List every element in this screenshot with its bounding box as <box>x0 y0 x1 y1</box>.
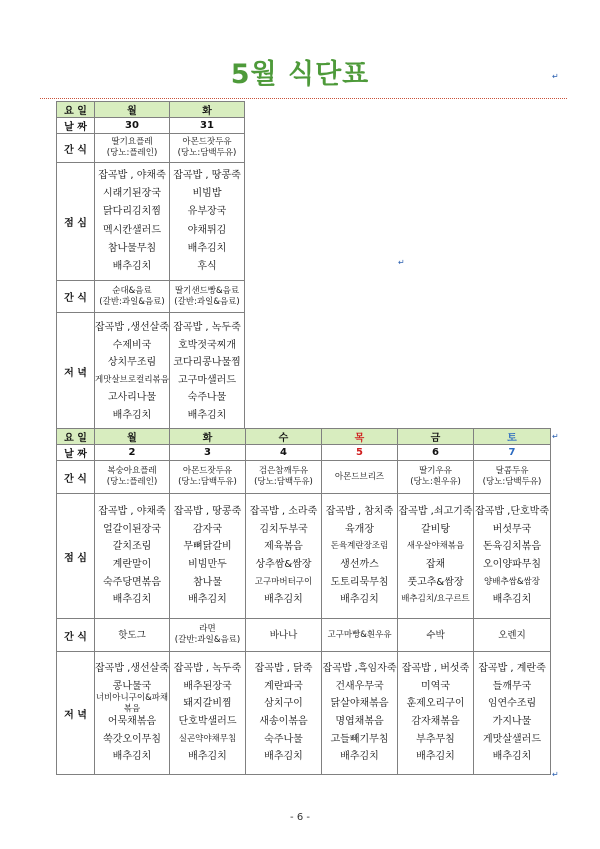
menu-item: 잡곡밥 , 녹두죽 <box>173 322 241 333</box>
menu-item: 잡곡밥 ,단호박죽 <box>475 506 549 518</box>
menu-item: 미역국 <box>421 680 450 692</box>
menu-item: 들깨무국 <box>492 680 532 692</box>
day-cell: 월 <box>95 102 170 118</box>
snack-item: 라면 <box>199 624 216 634</box>
snack-note: (당노:담백두유) <box>482 477 542 487</box>
menu-item: 무뼈닭갈비 <box>183 541 232 553</box>
dinner-cell <box>95 652 170 775</box>
snack-note: (갈반:과일&음료) <box>99 296 165 307</box>
menu-item: 유부장국 <box>187 206 227 218</box>
menu-item: 삼치구이 <box>264 698 303 710</box>
menu-item: 잡곡밥 , 버섯죽 <box>401 663 470 675</box>
menu-item: 훈제오리구이 <box>406 698 465 710</box>
menu-item: 배추김치 <box>340 594 379 606</box>
menu-item: 육개장 <box>345 523 374 535</box>
menu-item: 계란파국 <box>264 680 303 692</box>
dinner-cell <box>95 313 170 431</box>
menu-item: 부추무침 <box>416 733 455 745</box>
am-snack-cell <box>95 461 170 494</box>
menu-item: 배추김치 <box>187 242 227 254</box>
menu-item: 호박젓국찌개 <box>178 339 236 351</box>
snack-item: 검은참깨두유 <box>258 466 309 476</box>
menu-item: 배추김치 <box>112 751 152 763</box>
menu-item: 제육볶음 <box>264 541 303 553</box>
menu-item: 배추김치 <box>188 751 227 763</box>
pm-snack-cell <box>246 619 322 652</box>
menu-item: 상추쌈&쌈장 <box>255 559 312 570</box>
menu-table-week1 <box>56 101 245 431</box>
snack-item: 아몬드브리즈 <box>334 471 385 482</box>
menu-item: 닭살야채볶음 <box>330 698 389 710</box>
dinner-label: 저 녁 <box>57 652 95 775</box>
menu-item: 생선까스 <box>340 559 379 570</box>
am-snack-cell <box>170 134 245 163</box>
snack-item: 바나나 <box>269 629 298 641</box>
dinner-cell <box>322 652 398 775</box>
pm-snack-label: 간 식 <box>57 281 95 313</box>
day-cell: 수 <box>246 429 322 445</box>
menu-item: 배추김치 <box>416 751 455 763</box>
snack-item: 달콤두유 <box>495 466 529 476</box>
lunch-cell <box>170 494 246 619</box>
paragraph-mark-icon: ↵ <box>552 432 559 441</box>
date-cell: 3 <box>170 445 246 461</box>
am-snack-label: 간 식 <box>57 461 95 494</box>
menu-item: 시래기된장국 <box>103 187 161 199</box>
menu-item: 버섯무국 <box>492 523 532 535</box>
paragraph-mark-icon: ↵ <box>552 72 559 81</box>
pm-snack-cell <box>95 619 170 652</box>
day-label: 요 일 <box>57 102 95 118</box>
menu-item: 감자국 <box>193 523 222 535</box>
menu-item: 새우살야채볶음 <box>406 541 465 552</box>
lunch-label: 점 심 <box>57 163 95 281</box>
lunch-cell <box>170 163 245 281</box>
date-cell: 6 <box>398 445 474 461</box>
pm-snack-cell <box>95 281 170 313</box>
day-cell: 화 <box>170 429 246 445</box>
day-cell: 금 <box>398 429 474 445</box>
menu-item: 잡곡밥 , 닭죽 <box>254 663 313 675</box>
paragraph-mark-icon: ↵ <box>398 258 405 267</box>
menu-item: 배추김치 <box>492 751 532 763</box>
am-snack-cell <box>398 461 474 494</box>
menu-item: 배추김치 <box>112 594 152 606</box>
snack-note: (당노:플레인) <box>106 148 158 158</box>
menu-item: 잡곡밥 , 계란죽 <box>478 663 546 675</box>
dinner-cell <box>474 652 551 775</box>
am-snack-cell <box>474 461 551 494</box>
page-title: 5월 식단표 <box>230 59 370 90</box>
date-label: 날 짜 <box>57 445 95 461</box>
snack-note: (당노:흰우유) <box>410 477 461 487</box>
snack-item: 딸기요플레 <box>111 137 153 147</box>
menu-item: 고들빼기무침 <box>330 733 389 745</box>
menu-item: 수제비국 <box>112 339 152 351</box>
menu-item: 김치두부국 <box>259 523 308 535</box>
menu-item: 야채튀김 <box>187 224 227 236</box>
menu-item: 어묵채볶음 <box>107 716 157 727</box>
dinner-cell <box>170 313 245 431</box>
dinner-label: 저 녁 <box>57 313 95 431</box>
date-cell: 30 <box>95 118 170 134</box>
menu-item: 감자채볶음 <box>411 716 460 727</box>
menu-item: 잡곡밥 ,생선살죽 <box>95 663 169 675</box>
menu-item: 고구마샐러드 <box>178 374 236 386</box>
snack-item: 오렌지 <box>498 629 526 641</box>
pm-snack-cell <box>474 619 551 652</box>
pm-snack-cell <box>170 619 246 652</box>
menu-item: 풋고추&쌈장 <box>407 576 464 588</box>
menu-item: 계란말이 <box>112 559 152 570</box>
am-snack-cell <box>246 461 322 494</box>
menu-table-week2 <box>56 428 551 775</box>
menu-item: 배추된장국 <box>183 680 232 692</box>
menu-item: 잡곡밥 , 야채죽 <box>98 506 166 518</box>
date-cell: 2 <box>95 445 170 461</box>
snack-item: 아몬드잣두유 <box>182 137 232 147</box>
lunch-cell <box>398 494 474 619</box>
menu-item: 고구마버터구이 <box>254 576 313 587</box>
menu-item: 실곤약야채무침 <box>178 733 237 744</box>
menu-item: 잡곡밥 , 참치죽 <box>325 506 394 518</box>
menu-item: 돼지갈비찜 <box>183 698 232 710</box>
am-snack-label: 간 식 <box>57 134 95 163</box>
paragraph-mark-icon: ↵ <box>552 770 559 779</box>
menu-item: 잡채 <box>425 559 446 570</box>
menu-item: 임연수조림 <box>487 698 537 710</box>
snack-note: (당노:담백두유) <box>178 477 237 487</box>
menu-item: 숙주나물 <box>187 392 227 403</box>
menu-item: 코다리콩나물찜 <box>173 357 241 368</box>
pm-snack-cell <box>322 619 398 652</box>
menu-item: 참나물무침 <box>107 242 157 254</box>
menu-item: 잡곡밥 , 야채죽 <box>98 169 166 181</box>
menu-item: 잡곡밥 , 땅콩죽 <box>173 506 242 518</box>
pm-snack-label: 간 식 <box>57 619 95 652</box>
menu-item: 갈치조림 <box>112 541 152 553</box>
menu-item: 돈육계란장조림 <box>330 541 389 552</box>
menu-item: 닭다리김치찜 <box>103 206 161 218</box>
menu-item: 참나물 <box>193 576 222 588</box>
menu-item: 배추김치 <box>492 594 532 606</box>
menu-item: 콩나물국 <box>112 680 152 692</box>
snack-item: 딸기우유 <box>419 466 452 476</box>
day-cell: 월 <box>95 429 170 445</box>
page-number: - 6 - <box>290 812 310 823</box>
menu-item: 갈비탕 <box>421 523 450 535</box>
lunch-cell <box>95 494 170 619</box>
menu-item: 잡곡밥 , 녹두죽 <box>173 663 242 675</box>
menu-item: 너비아니구이&파채볶음 <box>95 693 169 715</box>
snack-note: (당노:담백두유) <box>177 148 237 158</box>
snack-item: 고구마빵&흰우유 <box>327 629 392 640</box>
dinner-cell <box>170 652 246 775</box>
pm-snack-cell <box>398 619 474 652</box>
snack-item: 수박 <box>426 629 445 641</box>
pm-snack-cell <box>170 281 245 313</box>
date-cell: 31 <box>170 118 245 134</box>
menu-item: 잡곡밥 ,생선살죽 <box>95 322 169 333</box>
menu-item: 숙주당면볶음 <box>103 576 161 588</box>
lunch-cell <box>322 494 398 619</box>
day-cell: 화 <box>170 102 245 118</box>
menu-item: 후식 <box>197 261 217 273</box>
lunch-cell <box>246 494 322 619</box>
menu-item: 명엽채볶음 <box>335 716 384 727</box>
menu-item: 배추김치 <box>187 409 227 421</box>
date-cell: 4 <box>246 445 322 461</box>
snack-item: 복숭아요플레 <box>107 466 157 476</box>
snack-note: (당노:플레인) <box>106 477 158 487</box>
am-snack-cell <box>322 461 398 494</box>
menu-item: 배추김치 <box>112 261 152 273</box>
snack-item: 순대&음료 <box>112 285 152 296</box>
dinner-cell <box>246 652 322 775</box>
menu-item: 새송이볶음 <box>259 716 308 727</box>
snack-note: (갈반:과일&음료) <box>174 635 241 645</box>
date-label: 날 짜 <box>57 118 95 134</box>
menu-item: 양배추쌈&쌈장 <box>484 576 540 587</box>
menu-item: 가지나물 <box>492 716 532 727</box>
menu-item: 오이양파무침 <box>483 559 541 570</box>
menu-item: 얼갈이된장국 <box>103 523 161 535</box>
snack-item: 핫도그 <box>118 629 146 641</box>
menu-item: 도토리묵무침 <box>330 576 389 588</box>
menu-item: 잡곡밥 ,흑임자죽 <box>322 663 397 675</box>
menu-item: 멕시칸샐러드 <box>103 224 161 236</box>
date-cell: 7 <box>474 445 551 461</box>
lunch-cell <box>474 494 551 619</box>
menu-item: 배추김치 <box>188 594 227 606</box>
day-label: 요 일 <box>57 429 95 445</box>
menu-item: 배추김치 <box>112 409 152 421</box>
day-cell: 토 <box>474 429 551 445</box>
menu-item: 상치무조림 <box>107 357 157 368</box>
lunch-label: 점 심 <box>57 494 95 619</box>
menu-item: 배추김치 <box>264 594 303 606</box>
dinner-cell <box>398 652 474 775</box>
am-snack-cell <box>95 134 170 163</box>
day-cell: 목 <box>322 429 398 445</box>
menu-item: 배추김치 <box>340 751 379 763</box>
title-divider <box>40 98 567 99</box>
menu-item: 돈육김치볶음 <box>483 541 541 553</box>
lunch-cell <box>95 163 170 281</box>
menu-item: 배추김치 <box>264 751 303 763</box>
snack-note: (갈반:과일&음료) <box>174 296 240 307</box>
menu-item: 게맛살브로컬리볶음 <box>95 374 169 385</box>
menu-item: 잡곡밥 ,쇠고기죽 <box>398 506 473 518</box>
am-snack-cell <box>170 461 246 494</box>
menu-item: 숙주나물 <box>264 733 303 745</box>
menu-item: 고사리나물 <box>107 392 157 403</box>
menu-item: 단호박샐러드 <box>178 716 237 727</box>
snack-note: (당노:담백두유) <box>254 477 313 487</box>
menu-item: 비빔만두 <box>188 559 227 570</box>
menu-item: 잡곡밥 , 소라죽 <box>249 506 318 518</box>
menu-item: 잡곡밥 , 땅콩죽 <box>173 169 241 181</box>
snack-item: 아몬드잣두유 <box>182 466 233 476</box>
menu-item: 쑥갓오이무침 <box>103 733 161 745</box>
snack-item: 딸기샌드빵&음료 <box>174 285 240 296</box>
menu-item: 비빔밥 <box>192 187 222 199</box>
menu-item: 건새우무국 <box>335 680 384 692</box>
menu-item: 배추김치/요구르트 <box>401 594 470 605</box>
menu-item: 게맛살샐러드 <box>483 733 541 745</box>
date-cell: 5 <box>322 445 398 461</box>
